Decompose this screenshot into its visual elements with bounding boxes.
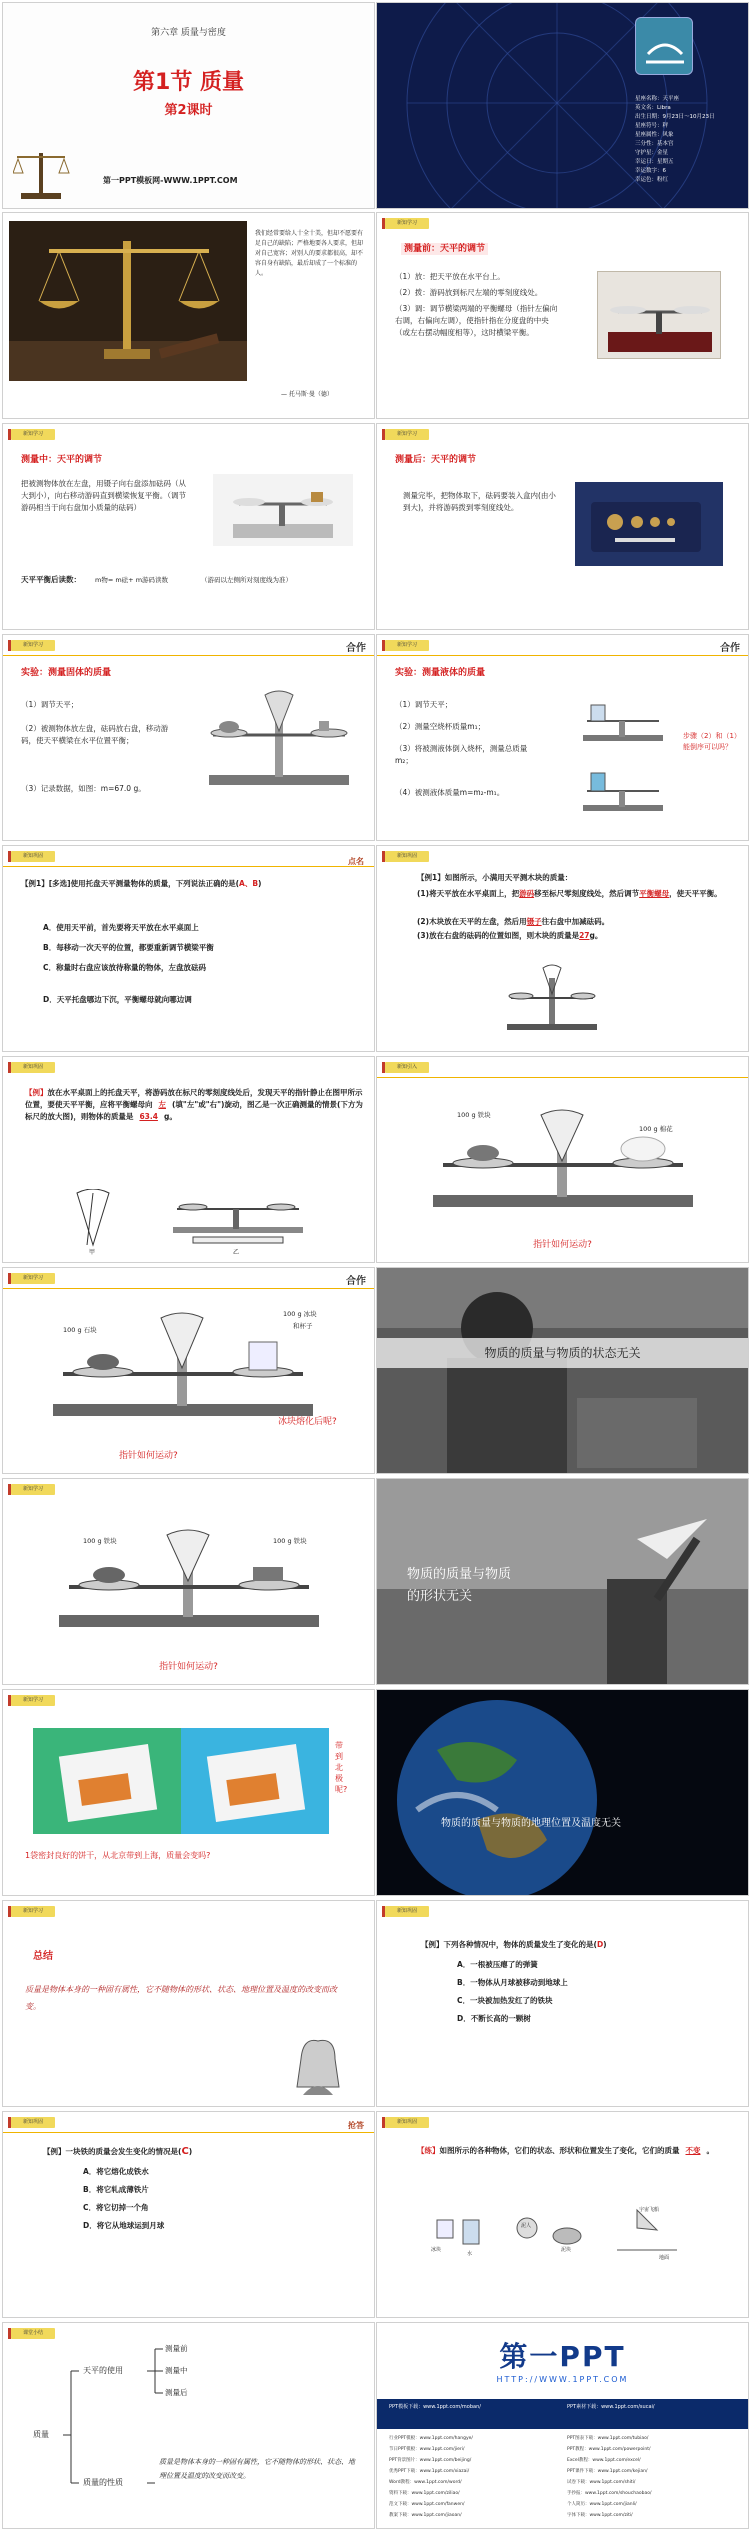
page-title: 第1节 质量 xyxy=(133,70,244,95)
right-head[interactable]: PPT素材下载：www.1ppt.com/sucai/ xyxy=(567,2404,655,2410)
cooperation-stamp: 合作 xyxy=(346,1276,366,1287)
question-tail: ) xyxy=(188,2147,193,2156)
section-tag: 新知巩固 xyxy=(11,851,55,862)
slide-solid-experiment[interactable] xyxy=(2,634,375,841)
link[interactable]: PPT课件下载：www.1ppt.com/kejian/ xyxy=(567,2469,648,2474)
slide-ending[interactable] xyxy=(376,2322,749,2529)
question-part-1 xyxy=(417,888,737,900)
leaf-after: 测量后 xyxy=(165,2388,188,2397)
link[interactable]: PPT背景图片：www.1ppt.com/beijing/ xyxy=(389,2458,472,2463)
label-ice: 冰块 xyxy=(431,2247,442,2253)
left-links xyxy=(389,2433,473,2521)
section-tag: 课堂小结 xyxy=(11,2328,55,2339)
option-d: D．天平托盘哪边下沉，平衡螺母就向哪边调 xyxy=(43,995,192,1004)
section-tag: 新知学习 xyxy=(11,429,55,440)
step-2: （2）测量空烧杯质量m₁； xyxy=(395,722,486,731)
section-tag: 新知学习 xyxy=(385,218,429,229)
question-text: 【例1】[多选]使用托盘天平测量物体的质量，下列说法正确的是( xyxy=(21,879,240,888)
option-a: A．一根被压瘪了的弹簧 xyxy=(457,1960,538,1969)
branch-property: 质量的性质 xyxy=(83,2478,123,2487)
property-text: 质量是物体本身的一种固有属性，它不随物体的形状、状态、地理位置及温度的改变而改变。 xyxy=(159,2458,355,2480)
libra-info xyxy=(635,95,747,185)
leaf-before: 测量前 xyxy=(165,2344,188,2353)
paper-plane-photo xyxy=(377,1479,749,1685)
question-part-3 xyxy=(417,930,737,942)
section-tag: 新知巩固 xyxy=(385,2117,429,2128)
balance-figure xyxy=(163,1187,313,1247)
link[interactable]: PPT教程：www.1ppt.com/powerpoint/ xyxy=(567,2447,651,2452)
slide-before-measure[interactable] xyxy=(376,212,749,419)
biscuit-photo-right xyxy=(181,1728,329,1834)
question xyxy=(43,2146,363,2158)
info-line: 幸运色：粉红 xyxy=(635,177,669,183)
figure-label-a: 甲 xyxy=(89,1249,96,1256)
info-line: 星座属性：风象 xyxy=(635,132,674,138)
step-1: （1）调节天平； xyxy=(395,700,453,709)
info-line: 星座符号：秤 xyxy=(635,123,669,129)
text: ，使天平平衡。 xyxy=(669,889,722,898)
blank-answer: 镊子 xyxy=(526,917,542,926)
question xyxy=(21,878,361,890)
right-item-sub: 和杯子 xyxy=(293,1322,313,1330)
slide-iron-vs-cotton[interactable] xyxy=(376,1056,749,1263)
mind-map-lines xyxy=(3,2323,375,2529)
balance-diagram xyxy=(497,958,607,1038)
question-text: 【例】下列各种情况中，物体的质量发生了变化的是( xyxy=(421,1940,597,1949)
label-clay-figure: 泥人 xyxy=(521,2223,532,2229)
info-line: 幸运数字：6 xyxy=(635,168,666,174)
step-3: （3）调：调节横梁两端的平衡螺母（指针左偏向右调，右偏向左调），使指针指在分度盘的中央（或左右摆动幅度相等），这时横梁平衡。 xyxy=(395,304,558,337)
link[interactable]: 行业PPT模板：www.1ppt.com/hangye/ xyxy=(389,2436,473,2441)
right-item-label: 100 g 冰块 xyxy=(283,1310,317,1318)
formula-note: （游码以左侧所对刻度线为准） xyxy=(201,576,292,584)
option-d: D．将它从地球运到月球 xyxy=(83,2221,165,2230)
blank-answer: 不变 xyxy=(685,2146,701,2155)
question xyxy=(417,2144,717,2158)
link[interactable]: Excel教程：www.1ppt.com/excel/ xyxy=(567,2458,641,2463)
question-text: 【例】一块铁的质量会发生变化的情况是( xyxy=(43,2147,182,2156)
leaf-during: 测量中 xyxy=(165,2366,188,2375)
blank-answer: 平衡螺母 xyxy=(639,889,670,898)
page-subtitle: 第2课时 xyxy=(164,103,213,118)
left-head[interactable]: PPT模板下载：www.1ppt.com/moban/ xyxy=(389,2404,481,2410)
info-line: 幸运日：星期五 xyxy=(635,159,674,165)
question xyxy=(421,1939,741,1951)
figure-label-b: 乙 xyxy=(233,1249,240,1256)
text: (2)木块放在天平的左盘，然后用 xyxy=(417,917,527,926)
balance-diagram xyxy=(413,1105,713,1215)
slide-example-3[interactable] xyxy=(2,1056,375,1263)
root-node: 质量 xyxy=(33,2430,49,2439)
slide-libra[interactable] xyxy=(376,2,749,209)
option-a: A．将它熔化成铁水 xyxy=(83,2167,149,2176)
balance-diagram xyxy=(33,1308,333,1418)
info-line: 出生日期：9月23日～10月23日 xyxy=(635,114,715,120)
heading: 测量后：天平的调节 xyxy=(395,455,477,465)
right-links xyxy=(567,2433,651,2521)
section-tag: 新知学习 xyxy=(11,640,55,651)
question-tail: ) xyxy=(603,1940,607,1949)
balance-scale-image xyxy=(13,143,73,203)
caption: 物质的质量与物质的地理位置及温度无关 xyxy=(441,1818,621,1829)
question: 【例1】如图所示，小满用天平测木块的质量： xyxy=(417,873,573,882)
link[interactable]: 范文下载：www.1ppt.com/fanwen/ xyxy=(389,2502,465,2507)
section-tag: 新知巩固 xyxy=(11,2117,55,2128)
label-water: 水 xyxy=(467,2251,473,2257)
caption-line-2: 的形状无关 xyxy=(407,1589,473,1604)
slide-example-4[interactable] xyxy=(376,1900,749,2107)
side-question: 带到北极呢? xyxy=(335,1741,348,1794)
balance-diagram xyxy=(189,685,369,795)
slide-example-5[interactable] xyxy=(2,2111,375,2318)
roll-call-stamp: 点名 xyxy=(348,857,364,866)
step-2: （2）拨：游码放到标尺左端的零刻度线处。 xyxy=(395,288,543,297)
step-3: （3）将被测液体倒入烧杯，测量总质量m₂； xyxy=(395,744,528,765)
option-c: C．将它切掉一个角 xyxy=(83,2203,149,2212)
heading: 测量中：天平的调节 xyxy=(21,455,103,465)
brand-logo: 第一PPT xyxy=(499,2340,626,2373)
section-tag: 新知巩固 xyxy=(385,851,429,862)
section-tag: 新知学习 xyxy=(11,1484,55,1495)
question: 指针如何运动? xyxy=(159,1662,218,1672)
link[interactable]: 教案下载：www.1ppt.com/jiaoan/ xyxy=(389,2513,462,2518)
slide-state-photo[interactable] xyxy=(376,1267,749,1474)
body-text: 把被测物体放在左盘，用镊子向右盘添加砝码（从大到小），向右移动游码直到横梁恢复平衡。（调节游码相当于向右盘加小质量的砝码） xyxy=(21,479,186,512)
section-tag: 新知巩固 xyxy=(11,1062,55,1073)
section-tag: 新知学习 xyxy=(385,429,429,440)
question: 指针如何运动? xyxy=(533,1240,592,1250)
label-spacecraft: 宇宙飞船 xyxy=(639,2207,660,2213)
link[interactable]: 手抄报：www.1ppt.com/shouchaobao/ xyxy=(567,2491,652,2496)
option-b: B．每移动一次天平的位置，都要重新调节横梁平衡 xyxy=(43,943,214,952)
side-question: 步骤（2）和（1）能倒序可以吗？ xyxy=(683,732,741,751)
brand-url: HTTP://WWW.1PPT.COM xyxy=(496,2375,629,2384)
label-ground: 地面 xyxy=(659,2255,670,2261)
newton-portrait-image xyxy=(293,2037,343,2097)
slide-liquid-experiment[interactable] xyxy=(376,634,749,841)
libra-badge-icon xyxy=(635,17,693,75)
quick-answer-stamp: 抢答 xyxy=(348,2121,364,2130)
heading: 实验：测量固体的质量 xyxy=(21,668,112,678)
dial-figure xyxy=(73,1189,113,1249)
text: 。 xyxy=(706,2146,714,2155)
step-4: （4）被测液体质量m=m₂-m₁。 xyxy=(395,788,505,797)
section-tag: 新知巩固 xyxy=(385,1906,429,1917)
question-label: 【练】 xyxy=(417,2146,440,2155)
text: (3)放在右盘的砝码的位置如图，则木块的质量是 xyxy=(417,931,580,940)
weights-photo xyxy=(575,482,723,566)
link[interactable]: PPT图表下载：www.1ppt.com/tubiao/ xyxy=(567,2436,649,2441)
heading: 实验：测量液体的质量 xyxy=(395,668,486,678)
info-line: 英文名：Libra xyxy=(635,105,671,111)
step-1: （1）放：把天平放在水平台上。 xyxy=(395,272,505,281)
question-melt: 冰块熔化后呢? xyxy=(278,1417,337,1427)
section-tag: 新知学习 xyxy=(11,1273,55,1284)
question xyxy=(25,1087,365,1123)
quote-text: 我们经常要给人十全十美，但却不愿要有足自己的缺陷；严格地要各人要求，但却对自己宽容；对别人的要求都很高，却不容自身有缺陷，最后却成了一个标准的人。 xyxy=(255,230,364,277)
slide-example-1[interactable] xyxy=(2,845,375,1052)
slide-class-summary[interactable] xyxy=(2,2322,375,2529)
text: g。 xyxy=(589,931,603,940)
slide-shape-photo[interactable] xyxy=(376,1478,749,1685)
cooperation-stamp: 合作 xyxy=(720,643,740,654)
link[interactable]: Word教程：www.1ppt.com/word/ xyxy=(389,2480,462,2485)
link[interactable]: 优秀PPT下载：www.1ppt.com/xiazai/ xyxy=(389,2469,470,2474)
text: (填"左"或"右")旋动，图乙是一次正确测量的情景(下方为标尺的放大图)，则物体的质量是 xyxy=(25,1100,363,1121)
slide-biscuit[interactable] xyxy=(2,1689,375,1896)
caption: 物质的质量与物质的状态无关 xyxy=(377,1338,748,1368)
cooperation-stamp: 合作 xyxy=(346,643,366,654)
link[interactable]: 节日PPT模板：www.1ppt.com/jieri/ xyxy=(389,2447,465,2452)
caption-line-1: 物质的质量与物质 xyxy=(407,1567,512,1582)
slide-during-measure[interactable] xyxy=(2,423,375,630)
justice-scale-photo xyxy=(9,221,247,381)
earth-photo xyxy=(377,1690,749,1896)
slide-after-measure[interactable] xyxy=(376,423,749,630)
option-c: C．称量时右盘应该放待称量的物体，左盘放砝码 xyxy=(43,963,207,972)
heading: 测量前：天平的调节 xyxy=(401,243,488,255)
info-line: 星座名称：天平座 xyxy=(635,96,680,102)
summary-text: 质量是物体本身的一种固有属性，它不随物体的形状、状态、地理位置及温度的改变而改变。 xyxy=(25,1985,337,2011)
slide-iron-vs-iron[interactable] xyxy=(2,1478,375,1685)
option-a: A．使用天平前，首先要将天平放在水平桌面上 xyxy=(43,923,199,932)
link[interactable]: 试卷下载：www.1ppt.com/shiti/ xyxy=(567,2480,636,2485)
text: 放在水平桌面上的托盘天平，将游码放在标尺的零刻度线处后，发现天平的指针静止在图甲所示位置，要使天平平衡，应将平衡螺母向 xyxy=(25,1088,363,1109)
question-pointer: 指针如何运动? xyxy=(119,1451,178,1461)
link[interactable]: 个人简历：www.1ppt.com/jianli/ xyxy=(567,2502,637,2507)
link[interactable]: 资料下载：www.1ppt.com/ziliao/ xyxy=(389,2491,460,2496)
answer: A、B xyxy=(239,879,259,888)
link[interactable]: 字体下载：www.1ppt.com/ziti/ xyxy=(567,2513,633,2518)
option-b: B．将它轧成薄铁片 xyxy=(83,2185,149,2194)
biscuit-photo-left xyxy=(33,1728,181,1834)
option-c: C．一块被加热发红了的铁块 xyxy=(457,1996,553,2005)
balance-diagram xyxy=(39,1525,339,1635)
step-2: （2）被测物体放左盘，砝码放右盘，移动游码，使天平横梁在水平位置平衡； xyxy=(21,724,169,745)
left-item-label: 100 g 铁块 xyxy=(457,1111,491,1119)
section-tag: 新知学习 xyxy=(11,1906,55,1917)
ice-cream-vendor-photo xyxy=(377,1268,749,1474)
section-tag: 新知引入 xyxy=(385,1062,429,1073)
text: (1)将天平放在水平桌面上，把 xyxy=(417,889,520,898)
formula: m物= m砝+ m游码读数 xyxy=(95,576,169,584)
slide-practice[interactable] xyxy=(376,2111,749,2318)
step-1: （1）调节天平； xyxy=(21,700,79,709)
slide-stone-vs-ice[interactable] xyxy=(2,1267,375,1474)
slide-example-2[interactable] xyxy=(376,845,749,1052)
answer: D xyxy=(596,1940,604,1949)
label-clay-lump: 泥块 xyxy=(561,2247,572,2253)
right-item-label: 100 g 棉花 xyxy=(639,1125,673,1133)
section-tag: 新知学习 xyxy=(11,1695,55,1706)
option-d: D．不断长高的一颗树 xyxy=(457,2014,531,2023)
left-item-label: 100 g 石块 xyxy=(63,1326,97,1334)
slide-earth-photo[interactable] xyxy=(376,1689,749,1896)
slide-quote[interactable] xyxy=(2,212,375,419)
chapter-label: 第六章 质量与密度 xyxy=(151,28,226,38)
right-item-label: 100 g 铁块 xyxy=(273,1537,307,1545)
section-tag: 新知学习 xyxy=(385,640,429,651)
answer: C xyxy=(181,2146,189,2157)
beaker-balance-diagrams xyxy=(573,695,683,825)
quote-author: — 托马斯·曼（德） xyxy=(281,391,333,398)
question-part-2 xyxy=(417,916,737,928)
text: 如图所示的各种物体，它们的状态、形状和位置发生了变化，它们的质量 xyxy=(439,2146,680,2155)
left-item-label: 100 g 铁块 xyxy=(83,1537,117,1545)
branch-use: 天平的使用 xyxy=(83,2366,123,2375)
blank-answer: 63.4 xyxy=(139,1112,158,1121)
question-tail: ) xyxy=(258,879,262,888)
blank-answer: 游码 xyxy=(519,889,535,898)
blank-answer: 27 xyxy=(579,931,590,940)
balance-photo xyxy=(597,271,721,359)
question-label: 【例】 xyxy=(25,1088,48,1097)
option-b: B．一物体从月球被移动到地球上 xyxy=(457,1978,568,1987)
brand-text: 第一PPT模板网-WWW.1PPT.COM xyxy=(103,176,238,185)
blank-answer: 左 xyxy=(158,1100,166,1109)
text: g。 xyxy=(163,1112,177,1121)
body-text: 测量完毕，把物体取下，砝码要装入盒内(由小到大)，并将游码拨到零刻度线处。 xyxy=(403,491,556,512)
text: 往右盘中加减砝码。 xyxy=(541,917,610,926)
info-line: 守护星：金星 xyxy=(635,150,669,156)
info-line: 三分性：基本宫 xyxy=(635,141,674,147)
slide-title[interactable] xyxy=(2,2,375,209)
balance-photo xyxy=(213,474,353,546)
text: 移至标尺零刻度线处，然后调节 xyxy=(534,889,640,898)
question: 1袋密封良好的饼干，从北京带到上海，质量会变吗? xyxy=(25,1851,211,1860)
step-3: （3）记录数据，如图：m=67.0 g。 xyxy=(21,784,146,793)
heading: 总结 xyxy=(33,1951,53,1962)
slide-summary[interactable] xyxy=(2,1900,375,2107)
formula-label: 天平平衡后读数： xyxy=(21,575,81,584)
